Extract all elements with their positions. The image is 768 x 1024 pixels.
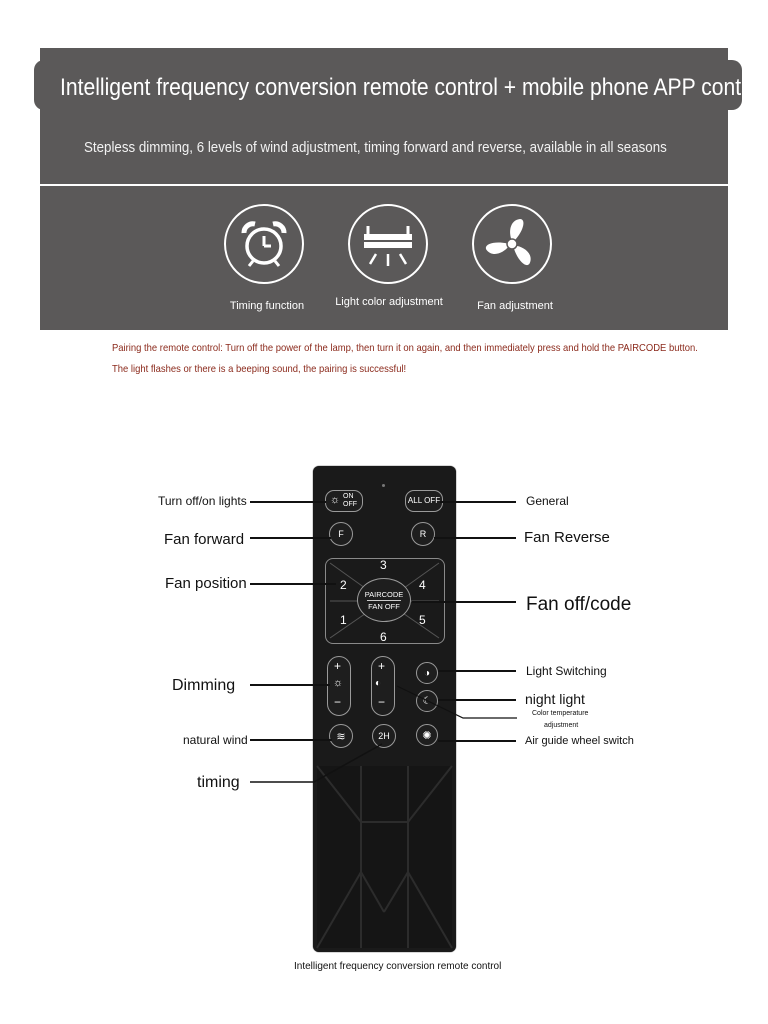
- callout-fan-reverse: Fan Reverse: [524, 529, 610, 546]
- leader-line-timing: [248, 740, 388, 786]
- leader-line: [434, 537, 516, 539]
- callout-general: General: [526, 494, 569, 508]
- leader-line: [250, 684, 330, 686]
- alarm-clock-icon: [224, 204, 304, 284]
- speed-5-button[interactable]: 5: [419, 613, 426, 627]
- feature-label-light: Light color adjustment: [335, 296, 443, 308]
- color-temperature-icon: ◐: [375, 678, 382, 689]
- callout-timing: timing: [197, 774, 240, 791]
- remote-texture: [313, 762, 456, 952]
- leader-line: [412, 601, 516, 603]
- leader-line-color-temperature: [395, 684, 525, 724]
- callout-fan-position: Fan position: [165, 575, 247, 592]
- wind-waves-icon: ≋: [336, 730, 346, 743]
- color-temperature-rocker[interactable]: [371, 656, 395, 716]
- speed-4-button[interactable]: 4: [419, 578, 426, 592]
- leader-line: [440, 501, 516, 503]
- speed-2-button[interactable]: 2: [340, 578, 347, 592]
- callout-air-guide-wheel-switch: Air guide wheel switch: [525, 735, 634, 747]
- speed-3-button[interactable]: 3: [380, 558, 387, 572]
- on-label: ON: [343, 493, 354, 500]
- callout-fan-off-code: Fan off/code: [526, 594, 632, 615]
- callout-fan-forward: Fan forward: [164, 531, 245, 548]
- leader-line: [250, 501, 326, 503]
- light-switching-button[interactable]: [416, 662, 438, 684]
- leader-line: [250, 537, 331, 539]
- pairing-instruction-line-2: The light flashes or there is a beeping sound, the pairing is successful!: [112, 363, 407, 375]
- leader-line: [250, 583, 336, 585]
- fan-reverse-label: R: [419, 529, 427, 539]
- all-off-button[interactable]: ALL OFF: [405, 490, 443, 512]
- air-guide-wheel-button[interactable]: [416, 724, 438, 746]
- page-subheading: Stepless dimming, 6 levels of wind adjustment, timing forward and reverse, available in all seasons: [84, 140, 667, 156]
- dim-minus-button[interactable]: −: [334, 695, 342, 709]
- page-headline: Intelligent frequency conversion remote control + mobile phone APP contro: [60, 74, 760, 101]
- leader-line: [438, 740, 516, 742]
- callout-dimming: Dimming: [172, 677, 236, 694]
- off-label: OFF: [343, 501, 357, 508]
- callout-night-light: night light: [525, 691, 585, 707]
- cct-minus-button[interactable]: −: [378, 695, 386, 709]
- paircode-fan-off-button[interactable]: [357, 578, 411, 622]
- callout-color-temperature-adjustment: adjustment: [544, 722, 579, 729]
- fan-icon: [472, 204, 552, 284]
- sun-icon: ☼: [333, 677, 344, 689]
- feature-label-timing: Timing function: [229, 300, 305, 312]
- paircode-label: PAIRCODE: [364, 589, 404, 599]
- feature-label-fan: Fan adjustment: [477, 300, 553, 312]
- leader-line: [438, 670, 516, 672]
- dim-plus-button[interactable]: +: [334, 659, 342, 673]
- ceiling-light-icon: [348, 204, 428, 284]
- fan-forward-button[interactable]: [329, 522, 353, 546]
- speed-6-button[interactable]: 6: [380, 630, 387, 644]
- moon-icon: ☾: [422, 695, 432, 707]
- timer-label: 2H: [378, 731, 390, 741]
- callout-turn-off-on-lights: Turn off/on lights: [158, 494, 247, 508]
- on-off-lights-button[interactable]: [325, 490, 363, 512]
- remote-caption: Intelligent frequency conversion remote control: [294, 961, 502, 972]
- fan-reverse-button[interactable]: [411, 522, 435, 546]
- cct-plus-button[interactable]: +: [378, 659, 386, 673]
- callout-color-temperature: Color temperature: [532, 710, 589, 717]
- fan-off-label: FAN OFF: [368, 601, 400, 611]
- indicator-led: [382, 484, 385, 487]
- pairing-instruction-line-1: Pairing the remote control: Turn off the power of the lamp, then turn it on again, and then immediately press and hold the PAIRCODE button.: [112, 342, 698, 354]
- sun-icon: ☼: [330, 494, 341, 506]
- paircode-divider: [367, 600, 401, 601]
- dimming-rocker[interactable]: [327, 656, 351, 716]
- fan-forward-label: F: [338, 529, 344, 539]
- wheel-icon: ✺: [422, 729, 432, 742]
- callout-light-switching: Light Switching: [526, 664, 607, 678]
- light-switch-icon: ◑: [423, 667, 431, 679]
- speed-1-button[interactable]: 1: [340, 613, 347, 627]
- callout-natural-wind: natural wind: [183, 733, 248, 747]
